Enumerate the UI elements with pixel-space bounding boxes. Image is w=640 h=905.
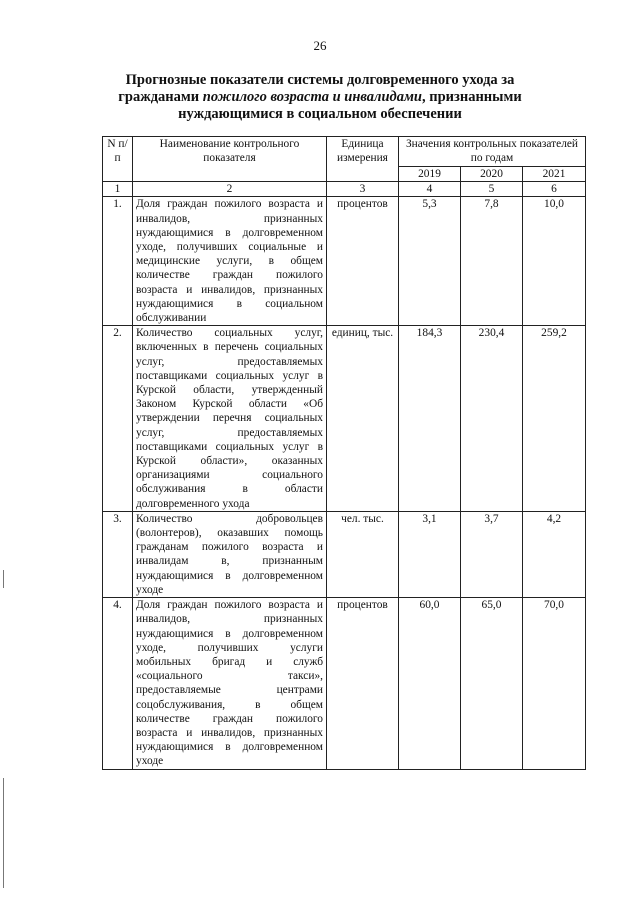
table-row (103, 326, 586, 512)
row-unit: процентов (327, 197, 399, 326)
row-value-2020: 7,8 (461, 197, 523, 326)
row-num: 2. (103, 326, 133, 512)
col-number-6: 6 (523, 182, 586, 197)
scan-margin-mark (3, 778, 4, 888)
row-indicator-name: Доля граждан пожилого возраста и инвалидов, признанных нуждающимися в долговременном уходе, получивших услуги мобильных бригад и служб «социального такси», предоставляемые центрами соцобслуживания, в общем количестве граждан пожилого возраста и инвалидов, признанных нуждающимися в долговременном уходе (133, 598, 327, 769)
row-num: 4. (103, 598, 133, 769)
header-num: N п/п (103, 137, 133, 182)
col-number-2: 2 (133, 182, 327, 197)
title-part-1: Прогнозные показатели системы долговременного ухода за гражданами (118, 72, 515, 105)
indicators-table (102, 136, 586, 770)
row-unit: процентов (327, 598, 399, 769)
title-part-2: пожилого возраста и инвалидами (202, 89, 422, 105)
row-unit: единиц, тыс. (327, 326, 399, 512)
row-num: 1. (103, 197, 133, 326)
scan-margin-mark (3, 570, 4, 588)
row-value-2019: 184,3 (399, 326, 461, 512)
row-indicator-name: Доля граждан пожилого возраста и инвалидов, признанных нуждающимися в долговременном уходе, получивших социальные и медицинские услуги, в общем количестве граждан пожилого возраста и инвалидов, признанных нуждающимися в социальном обслуживании (133, 197, 327, 326)
col-number-4: 4 (399, 182, 461, 197)
col-number-5: 5 (461, 182, 523, 197)
row-value-2020: 65,0 (461, 598, 523, 769)
row-value-2021: 259,2 (523, 326, 586, 512)
row-value-2021: 70,0 (523, 598, 586, 769)
row-value-2019: 60,0 (399, 598, 461, 769)
header-year-2019: 2019 (399, 167, 461, 182)
row-indicator-name: Количество добровольцев (волонтеров), оказавших помощь гражданам пожилого возраста и инвалидам в, признанным нуждающимися в долговременном уходе (133, 511, 327, 597)
row-value-2020: 230,4 (461, 326, 523, 512)
row-num: 3. (103, 511, 133, 597)
document-title (90, 72, 550, 123)
header-values: Значения контрольных показателей по годам (399, 137, 586, 167)
col-number-1: 1 (103, 182, 133, 197)
row-value-2021: 4,2 (523, 511, 586, 597)
row-indicator-name: Количество социальных услуг, включенных в перечень социальных услуг, предоставляемых поставщиками социальных услуг в Курской области, утвержденный Законом Курской области «Об утверждении перечня социальных услуг, предоставляемых поставщиками социальных услуг в Курской области», оказанных организациями социального обслуживания в области долговременного ухода (133, 326, 327, 512)
col-number-3: 3 (327, 182, 399, 197)
row-value-2021: 10,0 (523, 197, 586, 326)
header-year-2021: 2021 (523, 167, 586, 182)
row-value-2019: 5,3 (399, 197, 461, 326)
table-row (103, 598, 586, 769)
page-number: 26 (313, 38, 327, 53)
title-part-3: , признанными нуждающимися в социальном обеспечении (178, 89, 522, 122)
row-unit: чел. тыс. (327, 511, 399, 597)
table-row (103, 511, 586, 597)
row-value-2019: 3,1 (399, 511, 461, 597)
header-year-2020: 2020 (461, 167, 523, 182)
header-unit: Единица измерения (327, 137, 399, 182)
table-row (103, 197, 586, 326)
header-name: Наименование контрольного показателя (133, 137, 327, 182)
row-value-2020: 3,7 (461, 511, 523, 597)
